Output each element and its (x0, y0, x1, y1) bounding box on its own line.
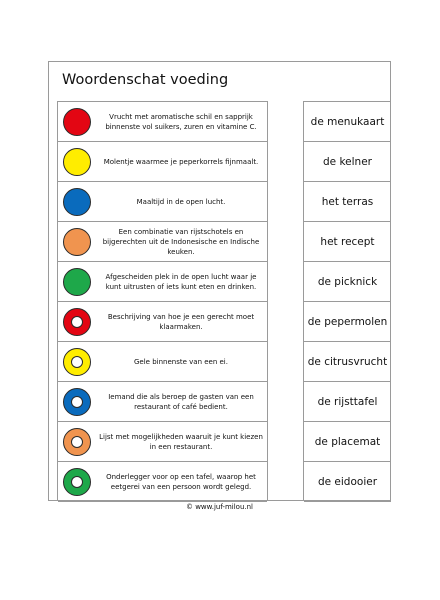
word-card (304, 182, 391, 222)
word-label: de eidooier (317, 475, 378, 488)
clue-text: Afgescheiden plek in de open lucht waar je kunt uitrusten of iets kunt eten en drinken. (105, 272, 257, 291)
color-dot-icon (63, 108, 91, 136)
color-dot-icon (63, 188, 91, 216)
clue-row (58, 382, 267, 422)
color-ring-icon (63, 308, 91, 336)
clue-row (58, 422, 267, 462)
word-label: het recept (320, 235, 375, 248)
word-label: de placemat (314, 435, 381, 448)
clue-text: Iemand die als beroep de gasten van een restaurant of café bedient. (108, 392, 254, 411)
color-dot-icon (63, 228, 91, 256)
word-card (304, 262, 391, 302)
color-dot-icon (63, 268, 91, 296)
clue-row (58, 142, 267, 182)
color-ring-icon (63, 388, 91, 416)
copyright-footer: © www.juf-milou.nl (185, 503, 253, 511)
color-dot-icon (63, 148, 91, 176)
word-label: de picknick (317, 275, 378, 288)
word-card (304, 142, 391, 182)
page-title: Woordenschat voeding (62, 72, 229, 88)
word-label: de rijsttafel (317, 395, 378, 408)
clue-column (57, 101, 268, 501)
clue-row (58, 462, 267, 502)
word-card (304, 102, 391, 142)
clue-text: Beschrijving van hoe je een gerecht moet klaarmaken. (107, 312, 255, 331)
clue-text: Een combinatie van rijstschotels en bijgerechten uit de Indonesische en Indische keuken. (102, 227, 260, 256)
clue-text: Lijst met mogelijkheden waaruit je kunt kiezen in een restaurant. (99, 432, 263, 451)
clue-text: Vrucht met aromatische schil en sapprijk binnenste vol suikers, zuren en vitamine C. (105, 112, 257, 131)
word-label: het terras (321, 195, 374, 208)
word-label: de kelner (323, 155, 372, 168)
word-label: de citrusvrucht (307, 355, 388, 368)
word-card (304, 422, 391, 462)
clue-text: Molentje waarmee je peperkorrels fijnmaalt. (103, 157, 259, 166)
word-column (303, 101, 391, 501)
word-label: de menukaart (310, 115, 385, 128)
clue-text: Gele binnenste van een ei. (134, 357, 228, 366)
word-card (304, 342, 391, 382)
color-ring-icon (63, 468, 91, 496)
clue-text: Onderlegger voor op een tafel, waarop het eetgerei van een persoon wordt gelegd. (106, 472, 256, 491)
clue-row (58, 262, 267, 302)
clue-row (58, 182, 267, 222)
clue-row (58, 302, 267, 342)
clue-row (58, 222, 267, 262)
color-ring-icon (63, 348, 91, 376)
word-label: de pepermolen (307, 315, 388, 328)
clue-text: Maaltijd in de open lucht. (136, 197, 226, 206)
color-ring-icon (63, 428, 91, 456)
word-card (304, 222, 391, 262)
word-card (304, 382, 391, 422)
word-card (304, 462, 391, 502)
word-card (304, 302, 391, 342)
clue-row (58, 102, 267, 142)
clue-row (58, 342, 267, 382)
